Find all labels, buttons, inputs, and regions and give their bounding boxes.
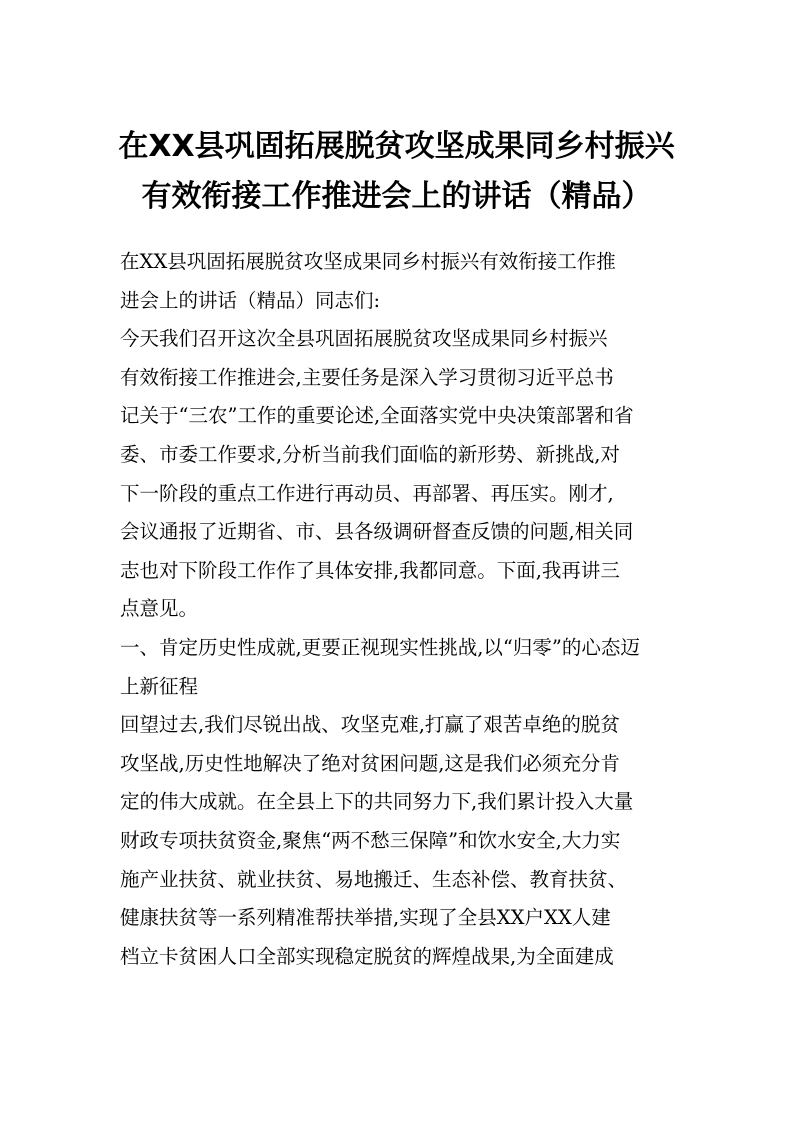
body-line: 回望过去,我们尽锐出战、攻坚克难,打赢了艰苦卓绝的脱贫 [120,713,620,737]
title-line-2: 有效衔接工作推进会上的讲话（精品） [141,179,652,214]
body-line: 记关于“三农”工作的重要论述,全面落实党中央决策部署和省 [120,404,634,428]
body-line: 档立卡贫困人口全部实现稳定脱贫的辉煌战果,为全面建成 [120,944,614,968]
section-heading-line: 一、肯定历史性成就,更要正视现实性挑战,以“归零”的心态迈 [120,635,640,659]
body-line: 进会上的讲话（精品）同志们: [120,288,381,312]
body-line: 健康扶贫等一系列精准帮扶举措,实现了全县XX户XX人建 [120,906,611,930]
body-line: 施产业扶贫、就业扶贫、易地搬迁、生态补偿、教育扶贫、 [120,867,628,891]
body-line: 财政专项扶贫资金,聚焦“两不愁三保障”和饮水安全,大力实 [120,828,621,852]
body-line: 下一阶段的重点工作进行再动员、再部署、再压实。刚才, [120,481,614,505]
body-line: 有效衔接工作推进会,主要任务是深入学习贯彻习近平总书 [120,365,614,389]
body-line: 委、市委工作要求,分析当前我们面临的新形势、新挑战,对 [120,442,620,466]
body-line: 会议通报了近期省、市、县各级调研督查反馈的问题,相关同 [120,520,634,544]
body-line: 攻坚战,历史性地解决了绝对贫困问题,这是我们必须充分肯 [120,751,620,775]
body-line: 定的伟大成就。在全县上下的共同努力下,我们累计投入大量 [120,790,634,814]
body-line: 志也对下阶段工作作了具体安排,我都同意。下面,我再讲三 [120,558,620,582]
section-heading-line: 上新征程 [120,674,199,698]
title-line-1: 在XX县巩固拓展脱贫攻坚成果同乡村振兴 [118,129,675,164]
document-body [120,243,680,976]
body-line: 在XX县巩固拓展脱贫攻坚成果同乡村振兴有效衔接工作推 [120,250,616,273]
body-line: 今天我们召开这次全县巩固拓展脱贫攻坚成果同乡村振兴 [120,327,608,351]
document-title [0,122,793,222]
body-line: 点意见。 [120,597,199,621]
